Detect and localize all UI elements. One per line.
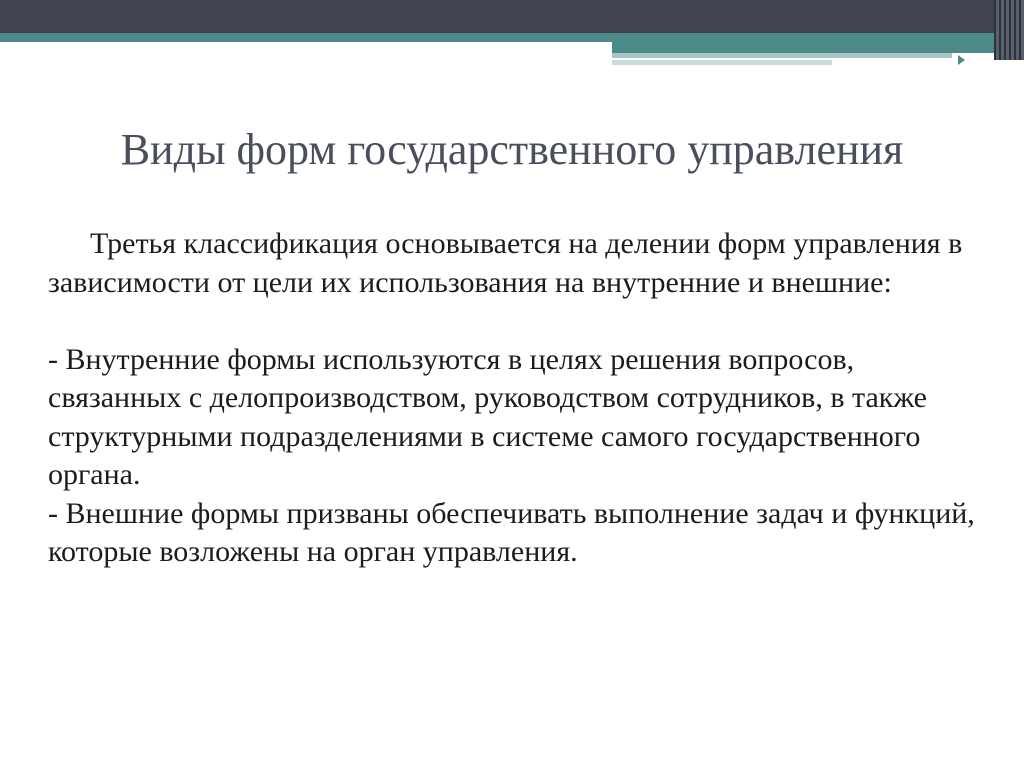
header-band-light-lower — [612, 60, 832, 65]
header-band-light-upper — [612, 53, 952, 58]
header-edge-stripes — [994, 0, 1024, 60]
header-band-dark — [0, 0, 1024, 33]
paragraph-internal-forms: - Внутренние формы используются в целях решения вопросов, связанных с делопроизводством, руководством сотрудников, в также структурными подразделениями в системе самого государственного органа. — [48, 342, 927, 491]
header-band-teal-right — [612, 33, 1024, 53]
slide-body — [48, 225, 988, 572]
paragraph-spacer — [48, 302, 988, 341]
header-band-teal-left — [0, 33, 612, 42]
paragraph-external-forms: - Внешние формы призваны обеспечивать выполнение задач и функций, которые возложены на орган управления. — [48, 496, 975, 568]
paragraph-intro: Третья классификация основывается на делении форм управления в зависимости от цели их использования на внутренние и внешние: — [48, 227, 963, 299]
slide-title: Виды форм государственного управления — [120, 125, 904, 174]
triangle-right-icon — [958, 55, 965, 65]
